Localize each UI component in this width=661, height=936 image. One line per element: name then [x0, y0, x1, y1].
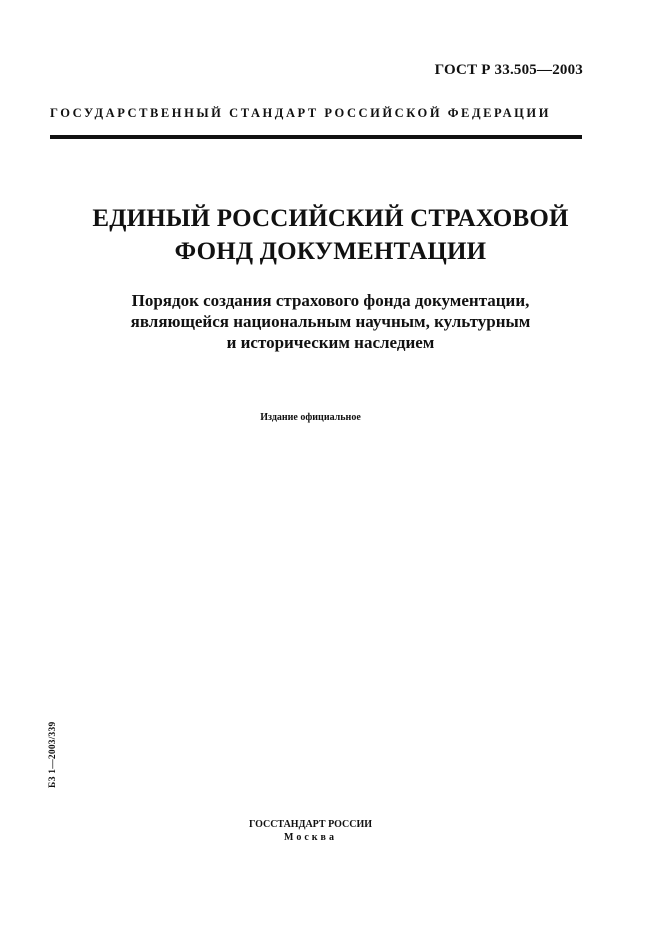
document-code: ГОСТ Р 33.505—2003 — [434, 62, 583, 78]
main-title-line-2: ФОНД ДОКУМЕНТАЦИИ — [174, 238, 487, 265]
main-title-line-1: ЕДИНЫЙ РОССИЙСКИЙ СТРАХОВОЙ — [92, 205, 569, 232]
subtitle-line-2: являющейся национальным научным, культурным — [130, 312, 531, 331]
header-divider — [50, 135, 582, 139]
side-catalog-code-text: БЗ 1—2003/339 — [48, 721, 58, 788]
subtitle-line-3: и историческим наследием — [226, 333, 435, 352]
main-title — [0, 202, 661, 268]
edition-label: Издание официальное — [260, 412, 361, 423]
publisher-city: Москва — [284, 832, 337, 843]
subtitle — [0, 290, 661, 353]
subtitle-line-1: Порядок создания страхового фонда документации, — [131, 291, 530, 310]
state-standard-heading: ГОСУДАРСТВЕННЫЙ СТАНДАРТ РОССИЙСКОЙ ФЕДЕРАЦИИ — [50, 106, 551, 120]
publisher-block — [0, 818, 621, 844]
side-catalog-code — [48, 700, 60, 790]
publisher-name: ГОССТАНДАРТ РОССИИ — [248, 819, 373, 830]
